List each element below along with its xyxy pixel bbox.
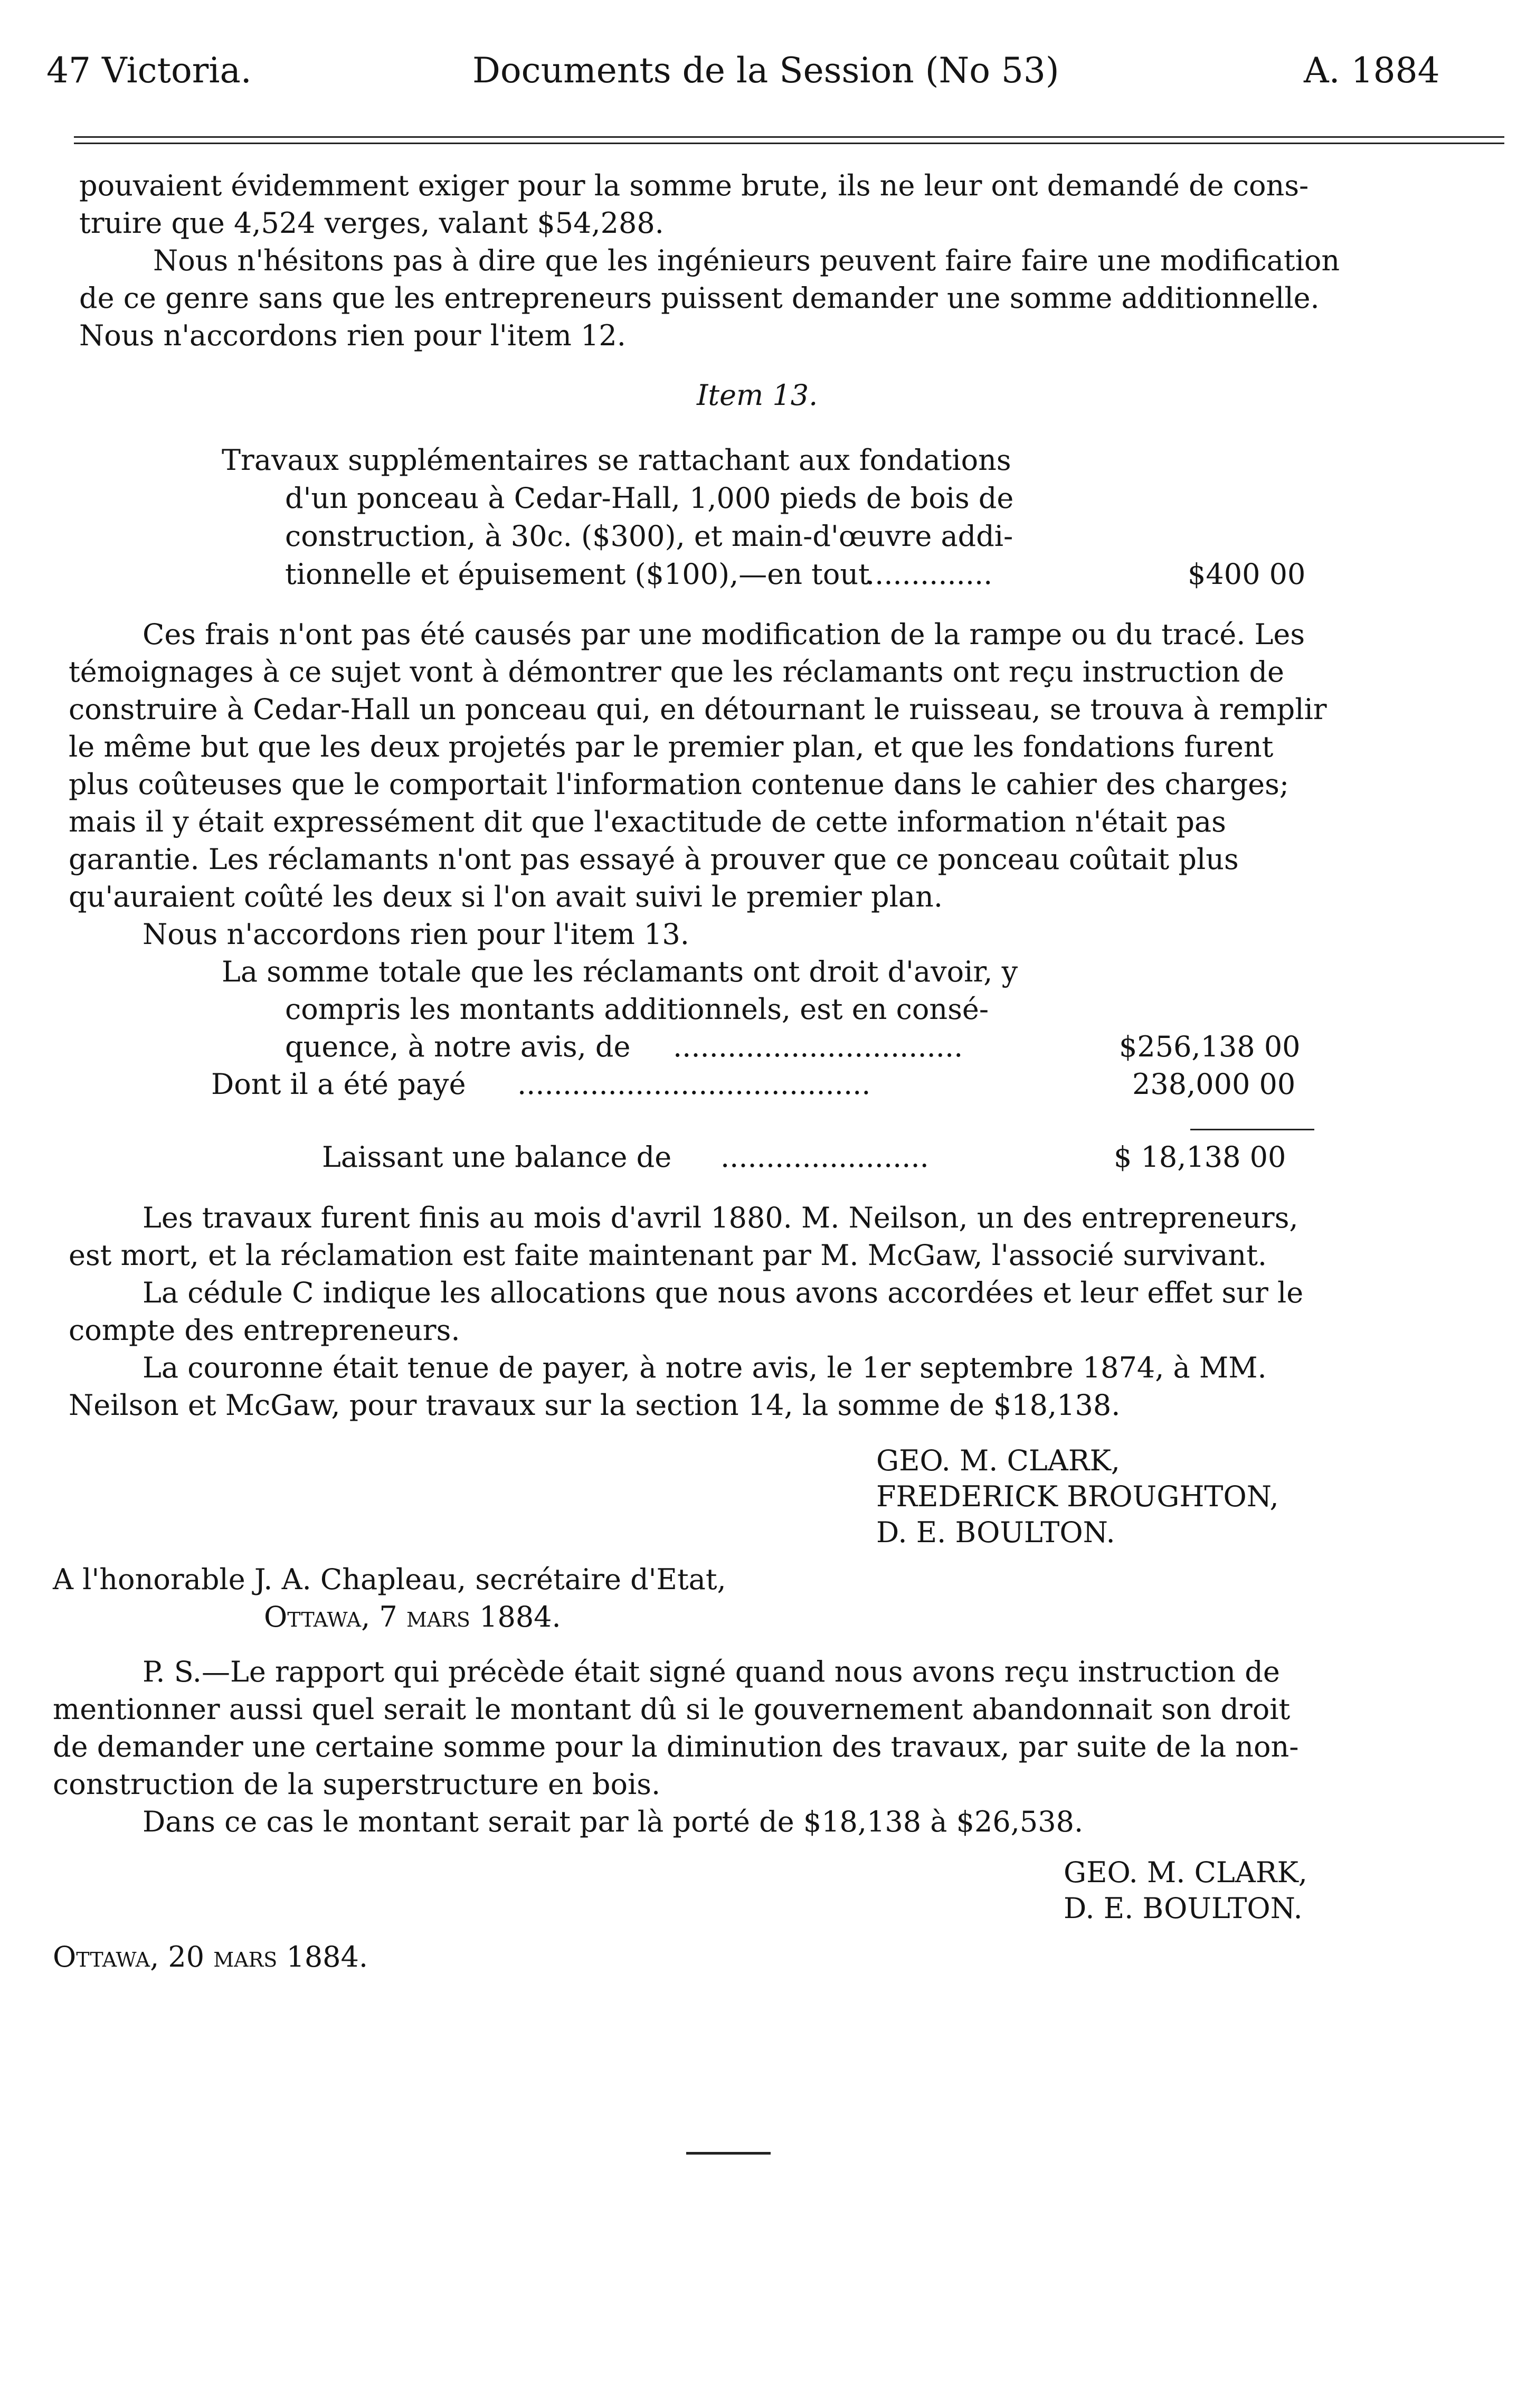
header-right: A. 1884	[1304, 50, 1440, 91]
item-heading: Item 13.	[697, 379, 818, 412]
ps-line: Dans ce cas le montant serait par là porté de $18,138 à $26,538.	[143, 1805, 1084, 1838]
body-line: Nous n'hésitons pas à dire que les ingénieurs peuvent faire faire une modification	[153, 244, 1340, 277]
dot-leader: ................................	[673, 1030, 963, 1063]
totals-amount: $ 18,138 00	[1114, 1140, 1286, 1174]
body-line: qu'auraient coûté les deux si l'on avait suivi le premier plan.	[69, 880, 943, 913]
body-line: truire que 4,524 verges, valant $54,288.	[79, 206, 664, 240]
body-line: est mort, et la réclamation est faite maintenant par M. McGaw, l'associé survivant.	[69, 1239, 1267, 1272]
body-line: mais il y était expressément dit que l'exactitude de cette information n'était pas	[69, 805, 1226, 838]
totals-amount: 238,000 00	[1132, 1068, 1296, 1101]
signature-line: D. E. BOULTON.	[876, 1516, 1115, 1549]
body-line: construire à Cedar-Hall un ponceau qui, en détournant le ruisseau, se trouva à remplir	[69, 693, 1327, 726]
body-line: pouvaient évidemment exiger pour la somme brute, ils ne leur ont demandé de cons-	[79, 169, 1309, 202]
address-line: A l'honorable J. A. Chapleau, secrétaire d'Etat,	[53, 1563, 726, 1596]
totals-line: Laissant une balance de	[322, 1140, 672, 1174]
body-line: Ces frais n'ont pas été causés par une modification de la rampe ou du tracé. Les	[143, 618, 1305, 651]
body-line: Les travaux furent finis au mois d'avril 1880. M. Neilson, un des entrepreneurs,	[143, 1201, 1298, 1234]
body-line: plus coûteuses que le comportait l'information contenue dans le cahier des charges;	[69, 768, 1290, 801]
dot-leader: .......................	[720, 1140, 929, 1174]
item-line: d'un ponceau à Cedar-Hall, 1,000 pieds de bois de	[285, 481, 1014, 515]
header-center: Documents de la Session (No 53)	[472, 50, 1059, 91]
body-line: Neilson et McGaw, pour travaux sur la section 14, la somme de $18,138.	[69, 1389, 1121, 1422]
item-line: tionnelle et épuisement ($100),—en tout	[285, 558, 870, 591]
body-line: La couronne était tenue de payer, à notre avis, le 1er septembre 1874, à MM.	[143, 1351, 1267, 1384]
body-line: compte des entrepreneurs.	[69, 1314, 460, 1347]
signature-line: FREDERICK BROUGHTON,	[876, 1480, 1279, 1513]
body-line: témoignages à ce sujet vont à démontrer que les réclamants ont reçu instruction de	[69, 655, 1285, 688]
ps-line: P. S.—Le rapport qui précède était signé quand nous avons reçu instruction de	[143, 1655, 1280, 1688]
sum-rule	[1190, 1129, 1314, 1130]
header-rule-top	[74, 136, 1504, 138]
signature-line: GEO. M. CLARK,	[1064, 1856, 1307, 1889]
totals-line: La somme totale que les réclamants ont droit d'avoir, y	[222, 955, 1018, 988]
body-line: garantie. Les réclamants n'ont pas essayé à prouver que ce ponceau coûtait plus	[69, 843, 1239, 876]
totals-line: quence, à notre avis, de	[285, 1030, 631, 1063]
totals-line: compris les montants additionnels, est en consé-	[285, 993, 989, 1026]
signature-line: D. E. BOULTON.	[1064, 1892, 1303, 1925]
ps-line: de demander une certaine somme pour la diminution des travaux, par suite de la non-	[53, 1730, 1299, 1763]
header-rule-bottom	[74, 143, 1504, 144]
address-date: Ottawa, 7 mars 1884.	[264, 1600, 561, 1633]
totals-line: Dont il a été payé	[211, 1068, 466, 1101]
body-line: Nous n'accordons rien pour l'item 12.	[79, 319, 626, 352]
body-line: La cédule C indique les allocations que nous avons accordées et leur effet sur le	[143, 1276, 1304, 1309]
signature-line: GEO. M. CLARK,	[876, 1444, 1120, 1477]
totals-amount: $256,138 00	[1119, 1030, 1301, 1063]
item-line: Travaux supplémentaires se rattachant aux fondations	[222, 443, 1011, 477]
end-rule	[686, 2152, 771, 2155]
footer-date: Ottawa, 20 mars 1884.	[53, 1940, 368, 1973]
header-left: 47 Victoria.	[46, 50, 252, 91]
ps-line: mentionner aussi quel serait le montant dû si le gouvernement abandonnait son droit	[53, 1693, 1291, 1726]
item-amount: $400 00	[1188, 558, 1306, 591]
body-line: Nous n'accordons rien pour l'item 13.	[143, 918, 689, 951]
body-line: de ce genre sans que les entrepreneurs puissent demander une somme additionnelle.	[79, 281, 1320, 315]
body-line: le même but que les deux projetés par le premier plan, et que les fondations furent	[69, 730, 1274, 763]
ps-line: construction de la superstructure en bois.	[53, 1768, 661, 1801]
dot-leader: .......................................	[517, 1068, 871, 1101]
dot-leader: ..............	[866, 558, 993, 591]
item-line: construction, à 30c. ($300), et main-d'œuvre addi-	[285, 520, 1013, 553]
